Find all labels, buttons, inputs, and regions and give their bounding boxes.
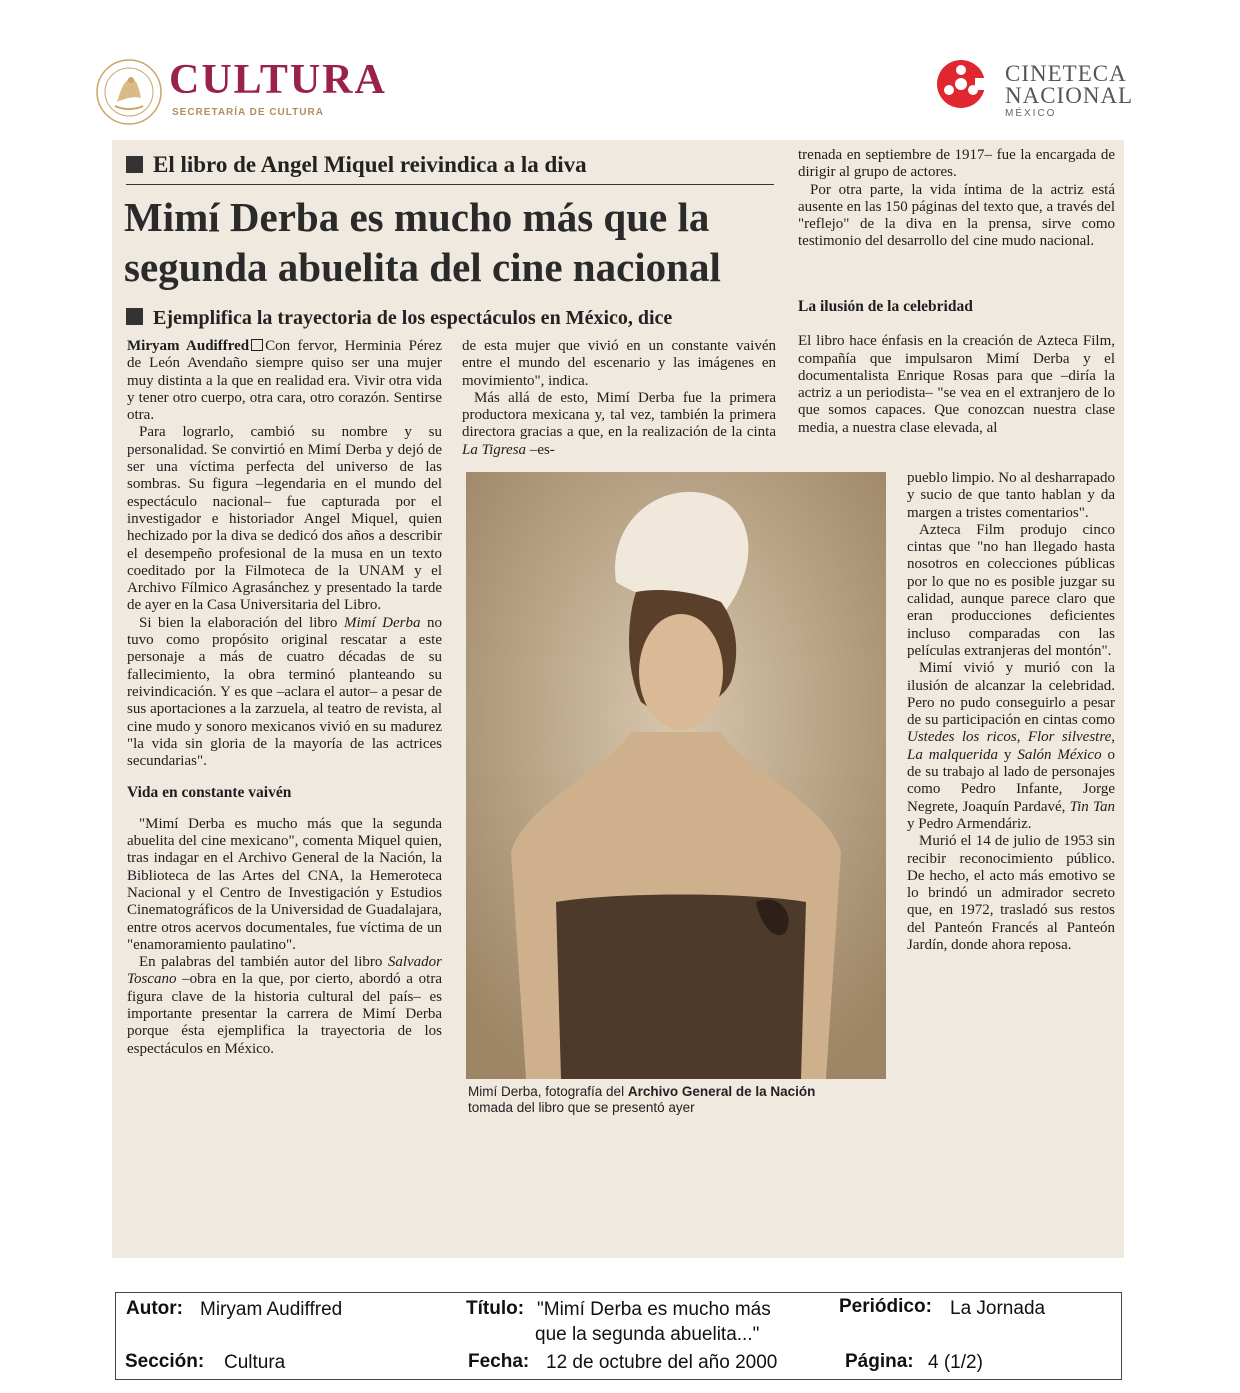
metadata-table bbox=[115, 1292, 1122, 1380]
paragraph: En palabras del también autor del libro Salvador Toscano –obra en la que, por cierto, abordó a otra figura clave de la historia cultural del país– es importante presentar la carrera de Mimí Derba porque ésta ejemplifica la trayectoria de los espectáculos en México. bbox=[127, 954, 442, 1057]
pagina-label: Página: bbox=[845, 1351, 914, 1372]
photo-caption: Mimí Derba, fotografía del Archivo General de la Nación tomada del libro que se presentó ayer bbox=[468, 1084, 816, 1115]
paragraph: Azteca Film produjo cinco cintas que "no han llegado hasta nosotros en colecciones públicas por lo que no es posible juzgar su calidad, aunque parece claro que eran producciones deficientes incluso comparadas con las películas extranjeras del montón". bbox=[907, 521, 1115, 659]
article-deck: Ejemplifica la trayectoria de los espectáculos en México, dice bbox=[126, 305, 786, 331]
periodico-label: Periódico: bbox=[839, 1296, 932, 1317]
article-column-2 bbox=[462, 338, 776, 459]
fecha-value: 12 de octubre del año 2000 bbox=[546, 1352, 778, 1373]
article-column-1 bbox=[127, 338, 442, 1058]
seccion-label: Sección: bbox=[125, 1351, 205, 1372]
cineteca-line1: CINETECA bbox=[1005, 61, 1127, 86]
article-column-3-top bbox=[798, 147, 1115, 251]
cineteca-line2: NACIONAL bbox=[1005, 83, 1134, 108]
titulo-value-2: que la segunda abuelita..." bbox=[535, 1324, 760, 1345]
article-column-4 bbox=[907, 470, 1115, 954]
cineteca-logo bbox=[935, 58, 1150, 118]
seal-icon bbox=[95, 58, 163, 126]
article-column-3 bbox=[798, 298, 1115, 437]
square-bullet-icon bbox=[126, 308, 143, 325]
paragraph: Más allá de esto, Mimí Derba fue la primera productora mexicana y, tal vez, también la primera directora gracias a que, en la realización de la cinta La Tigresa –es- bbox=[462, 389, 776, 458]
fecha-label: Fecha: bbox=[468, 1351, 530, 1372]
cultura-logo bbox=[95, 58, 405, 128]
subhead-vaiven: Vida en constante vaivén bbox=[127, 784, 292, 802]
titulo-label: Título: bbox=[466, 1298, 525, 1319]
cineteca-line3: MÉXICO bbox=[1005, 108, 1057, 116]
kicker-rule bbox=[126, 184, 774, 185]
byline: Miryam Audiffred bbox=[127, 338, 250, 354]
seccion-value: Cultura bbox=[224, 1352, 286, 1373]
paragraph: "Mimí Derba es mucho más que la segunda abuelita del cine mexicano", comenta Miquel quien, tras indagar en el Archivo General de la Nación, la Biblioteca de las Artes del CNA, la Hemeroteca Nacional y el Centro de Investigación y Estudios Cinematográficos de la Universidad de Guadalajara, entre otros acervos documentales, fue víctima de un "enamoramiento paulatino". bbox=[127, 815, 442, 953]
square-bullet-icon bbox=[126, 156, 143, 173]
box-icon bbox=[251, 339, 263, 351]
paragraph: Murió el 14 de julio de 1953 sin recibir reconocimiento público. De hecho, el acto más emotivo se lo brindó un admirador secreto que, en 1972, trasladó sus restos del Panteón Francés al Panteón Jardín, donde ahora reposa. bbox=[907, 833, 1115, 954]
autor-label: Autor: bbox=[126, 1298, 183, 1319]
article-kicker: El libro de Angel Miquel reivindica a la diva bbox=[126, 150, 774, 180]
periodico-value: La Jornada bbox=[950, 1298, 1046, 1319]
titulo-value-1: "Mimí Derba es mucho más bbox=[537, 1299, 771, 1320]
mimi-derba-photo bbox=[466, 472, 886, 1079]
paragraph: de esta mujer que vivió en un constante vaivén entre el mundo del escenario y las imágenes en movimiento", indica. bbox=[462, 338, 776, 389]
paragraph: Por otra parte, la vida íntima de la actriz está ausente en las 150 páginas del texto que, a través del "reflejo" de la diva en la prensa, sirve como testimonio del desarrollo del cine mudo nacional. bbox=[798, 181, 1115, 250]
paragraph: Mimí vivió y murió con la ilusión de alcanzar la celebridad. Pero no pudo conseguirlo a pesar de su participación en cintas como Ustedes los ricos, Flor silvestre, La malquerida y Salón México o de su trabajo al lado de personajes como Pedro Infante, Jorge Negrete, Joaquín Pardavé, Tin Tan y Pedro Armendáriz. bbox=[907, 660, 1116, 832]
autor-value: Miryam Audiffred bbox=[200, 1299, 343, 1320]
paragraph: El libro hace énfasis en la creación de Azteca Film, compañía que impulsaron Mimí Derba y el documentalista Enrique Rosas para que –diría la actriz a un periodista– "se vea en el extranjero de lo que somos capaces. Que conozcan nuestra clase media, a nuestra clase elevada, al bbox=[798, 333, 1115, 436]
paragraph: Si bien la elaboración del libro Mimí Derba no tuvo como propósito original rescatar a este personaje a más de cuatro décadas de su fallecimiento, la obra terminó planteando su reivindicación. Y es que –aclara el autor– a pesar de sus aportaciones a la zarzuela, al teatro de revista, al cine mudo y sonoro mexicanos vivió en su madurez "la vida sin gloria de la mayoría de las actrices secundarias". bbox=[127, 614, 443, 770]
subhead-ilusion: La ilusión de la celebridad bbox=[798, 298, 973, 315]
article-headline: Mimí Derba es mucho más que la segunda abuelita del cine nacional bbox=[124, 194, 721, 290]
pagina-value: 4 (1/2) bbox=[928, 1352, 983, 1373]
paragraph: pueblo limpio. No al desharrapado y sucio de que tanto hablan y da margen a tristes comentarios". bbox=[907, 470, 1115, 521]
paragraph: Para lograrlo, cambió su nombre y su personalidad. Se convirtió en Mimí Derba y dejó de ser una víctima perfecta del universo de las sombras. Su figura –legendaria en el mundo del espectáculo nacional– fue capturada por el investigador e historiador Angel Miquel, quien hechizado por la diva se dedicó dos años a describir el desempeño profesional de la musa en un texto coeditado por la Filmoteca de la UNAM y el Archivo Fílmico Agrasánchez y presentado la tarde de ayer en la Casa Universitaria del Libro. bbox=[127, 424, 442, 614]
paragraph: trenada en septiembre de 1917– fue la encargada de dirigir al grupo de actores. bbox=[798, 147, 1115, 181]
cultura-subtitle: SECRETARÍA DE CULTURA bbox=[172, 107, 324, 118]
film-reel-icon bbox=[935, 58, 991, 110]
cultura-wordmark: CULTURA bbox=[169, 57, 387, 103]
paragraph: Miryam Audiffred Con fervor, Herminia Pérez de León Avendaño siempre quiso ser una mujer muy distinta a la que en realidad era. Vivir otra vida y tener otro cuerpo, otra cara, otro corazón. Sentirse otra. bbox=[127, 338, 442, 424]
